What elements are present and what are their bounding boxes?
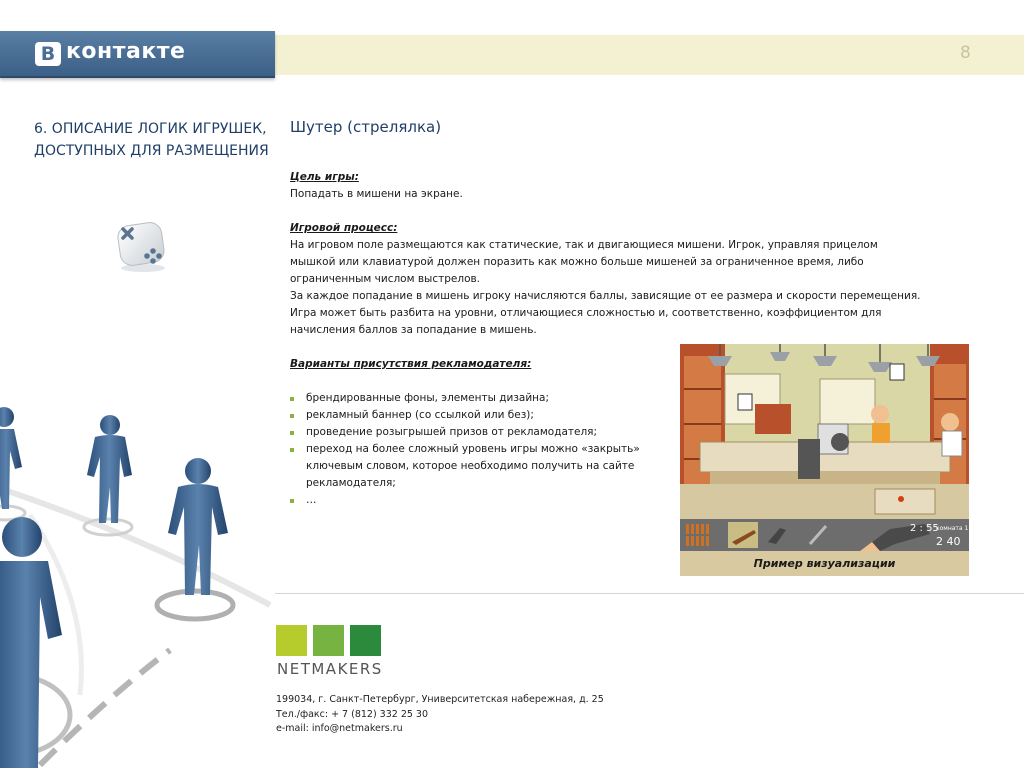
- vkontakte-logo: [0, 31, 275, 78]
- people-network-illustration: [0, 395, 275, 768]
- goal-label: Цель игры:: [290, 171, 359, 183]
- game-timer: 2 : 55: [910, 523, 939, 534]
- logo-square-mid: [313, 625, 344, 656]
- advertiser-options-list: [290, 390, 650, 509]
- process-label: Игровой процесс:: [290, 222, 398, 234]
- goal-text: Попадать в мишени на экране.: [290, 188, 463, 200]
- address-line: 199034, г. Санкт-Петербург, Университетская набережная, д. 25: [276, 694, 604, 705]
- game-visualization-example: [680, 344, 969, 576]
- contact-info: [276, 693, 604, 737]
- process-line: За каждое попадание в мишень игроку начисляются баллы, зависящие от ее размера и скорости перемещения.: [290, 290, 921, 302]
- vk-logo-word: контакте: [66, 39, 186, 64]
- gamepad-icon: [113, 218, 169, 274]
- visualization-caption: Пример визуализации: [680, 551, 969, 576]
- process-line: мышкой или клавиатурой должен поразить как можно больше мишеней за ограниченное время, либо: [290, 256, 864, 268]
- process-line: ограниченным числом выстрелов.: [290, 273, 481, 285]
- company-name: NETMAKERS: [277, 660, 383, 678]
- page-number: 8: [960, 43, 971, 63]
- header-strip: [275, 35, 1024, 75]
- list-item: переход на более сложный уровень игры можно «закрыть» ключевым словом, которое необходимо получить на сайте рекламодателя;: [290, 441, 650, 492]
- process-line: На игровом поле размещаются как статические, так и двигающиеся мишени. Игрок, управляя прицелом: [290, 239, 878, 251]
- list-item: брендированные фоны, элементы дизайна;: [290, 390, 650, 407]
- phone-line: Тел./факс: + 7 (812) 332 25 30: [276, 708, 429, 720]
- process-line: Игра может быть разбита на уровни, отличающиеся сложностью и, соответственно, коэффициентом для: [290, 307, 882, 319]
- logo-square-light: [276, 625, 307, 656]
- list-item: …: [290, 492, 650, 509]
- game-room: комната 1: [936, 525, 969, 532]
- section-title: 6. ОПИСАНИЕ ЛОГИК ИГРУШЕК, ДОСТУПНЫХ ДЛЯ РАЗМЕЩЕНИЯ: [34, 121, 269, 159]
- email-line: e-mail: info@netmakers.ru: [276, 723, 403, 734]
- footer-divider: [275, 593, 1024, 594]
- list-item: проведение розыгрышей призов от рекламодателя;: [290, 424, 650, 441]
- shooter-game-screenshot: [680, 344, 969, 551]
- list-item: рекламный баннер (со ссылкой или без);: [290, 407, 650, 424]
- advertiser-label: Варианты присутствия рекламодателя:: [290, 358, 532, 370]
- game-score: 2 40: [936, 535, 961, 548]
- game-heading: Шутер (стрелялка): [290, 118, 442, 136]
- process-line: начисления баллов за попадание в мишень.: [290, 324, 537, 336]
- vk-logo-letter: B: [35, 42, 61, 66]
- logo-square-dark: [350, 625, 381, 656]
